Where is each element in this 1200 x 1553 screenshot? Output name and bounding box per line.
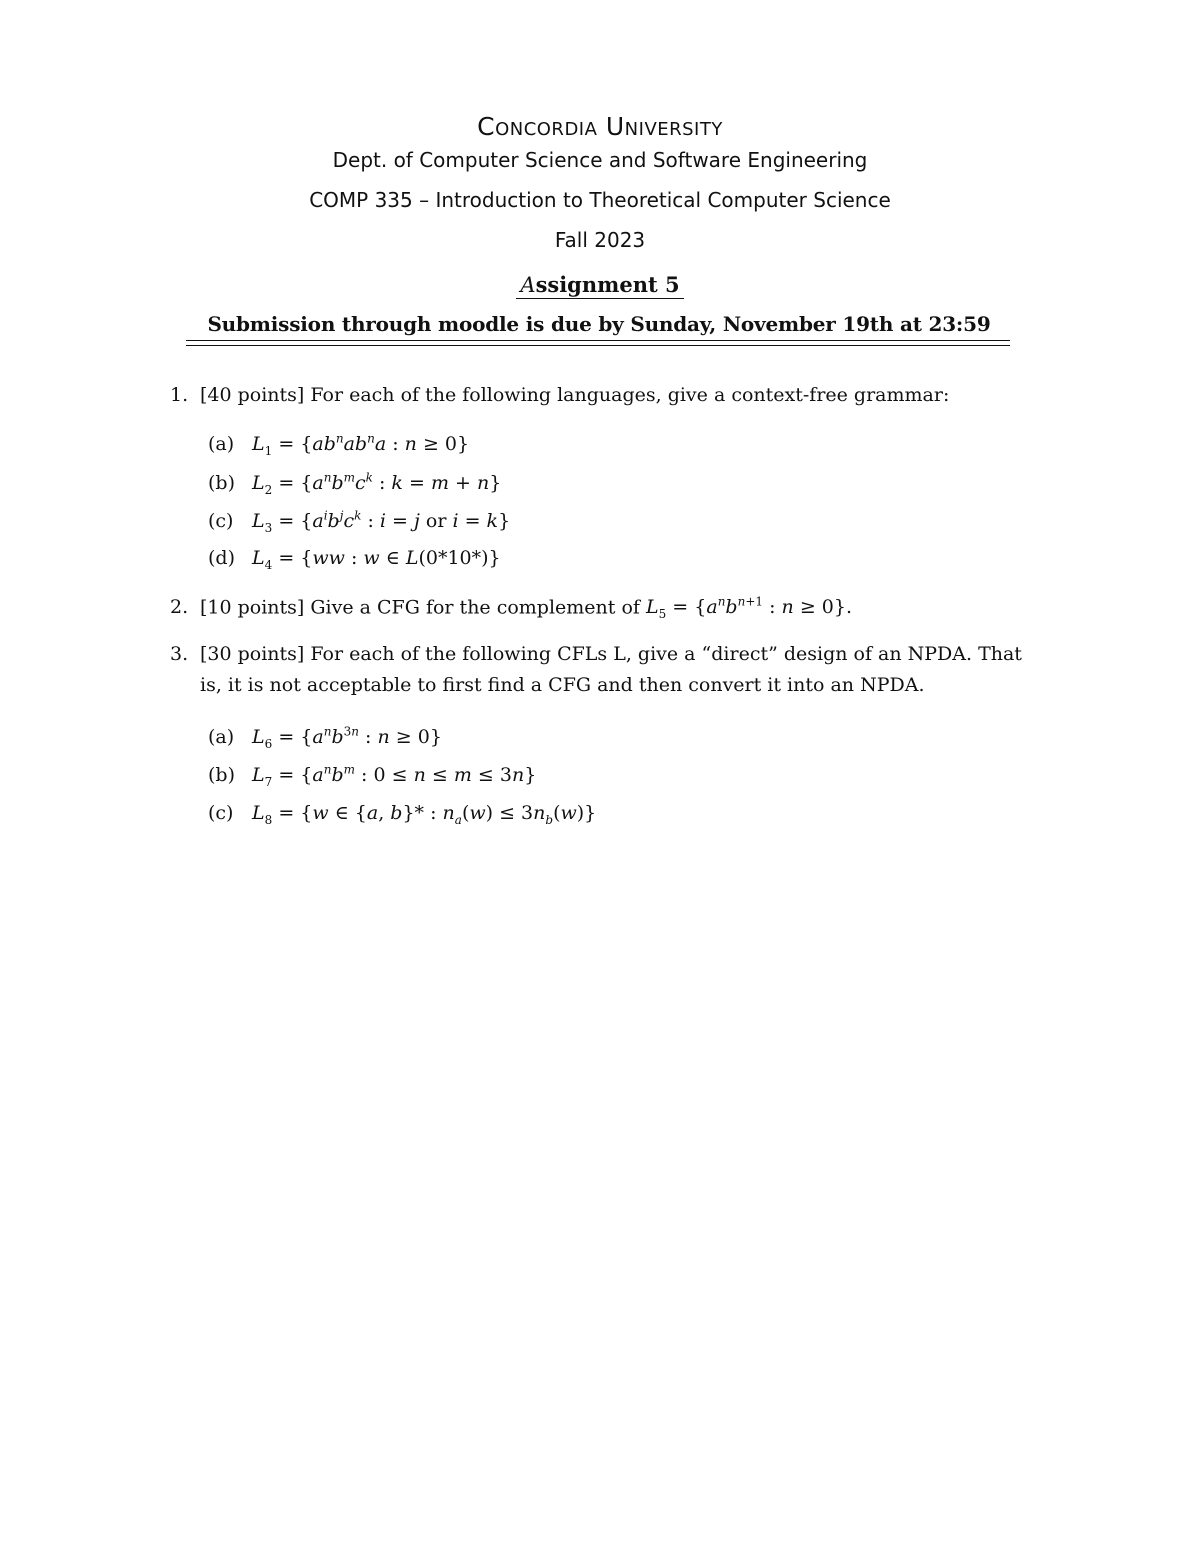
formula-L6: $L_6 = \{a^nb^{3n}$ : n ≥ 0} bbox=[252, 725, 442, 752]
question-1c-label: (c) bbox=[208, 510, 234, 533]
question-3a bbox=[208, 725, 442, 751]
question-3b-label: (b) bbox=[208, 764, 235, 787]
question-1-text: [40 points] For each of the following languages, give a context-free grammar: bbox=[200, 384, 950, 406]
department-name: Dept. of Computer Science and Software Engineering bbox=[332, 148, 868, 172]
formula-L1: $L_1 = \{ab^nab^na$ : n ≥ 0} bbox=[252, 432, 470, 459]
question-3c bbox=[208, 802, 596, 827]
question-1d-label: (d) bbox=[208, 547, 235, 569]
term: Fall 2023 bbox=[554, 228, 646, 252]
question-1-number: 1. bbox=[170, 384, 189, 406]
question-3c-label: (c) bbox=[208, 802, 234, 824]
formula-L4: $L_4 = \{ww$ : w ∈ L(0*10*)} bbox=[252, 547, 501, 572]
question-3a-label: (a) bbox=[208, 726, 235, 749]
double-rule-divider bbox=[186, 340, 1010, 346]
question-3b bbox=[208, 763, 536, 789]
formula-L2: $L_2 = \{a^nb^mc^k$ : k = m + n} bbox=[252, 471, 502, 498]
formula-L5: $L_5 = \{a^nb^{n+1}$ : n ≥ 0}. bbox=[645, 595, 852, 622]
course-title: COMP 335 – Introduction to Theoretical Computer Science bbox=[309, 188, 891, 212]
question-2 bbox=[170, 595, 852, 621]
question-2-text: [10 points] Give a CFG for the complement of bbox=[200, 596, 640, 619]
question-1a bbox=[208, 432, 469, 458]
assignment-title-rest: ssignment 5 bbox=[535, 272, 680, 297]
assignment-title bbox=[0, 272, 1200, 299]
question-3-number: 3. bbox=[170, 643, 189, 665]
university-name: Concordia University bbox=[477, 112, 723, 141]
question-1d bbox=[208, 547, 501, 572]
question-3-continuation: is, it is not acceptable to first find a CFG and then convert it into an NPDA. bbox=[200, 674, 925, 696]
question-1b-label: (b) bbox=[208, 472, 235, 495]
question-1 bbox=[170, 384, 949, 406]
formula-L3: $L_3 = \{a^ib^jc^k$ : i = j or i = k} bbox=[252, 509, 511, 536]
question-1c bbox=[208, 509, 510, 535]
question-1a-label: (a) bbox=[208, 433, 235, 456]
question-3-text-line1: [30 points] For each of the following CFLs L, give a “direct” design of an NPDA. That bbox=[200, 643, 1022, 665]
question-3 bbox=[170, 643, 1022, 665]
formula-L7: $L_7 = \{a^nb^m$ : 0 ≤ n ≤ m ≤ 3n} bbox=[252, 763, 537, 790]
question-1b bbox=[208, 471, 501, 497]
question-2-number: 2. bbox=[170, 596, 189, 619]
assignment-title-initial: A bbox=[520, 273, 536, 297]
formula-L8: $L_8 = \{w$ ∈ {a, b}* : $n_a(w) \le 3n_b(w)$} bbox=[252, 802, 597, 827]
submission-deadline: Submission through moodle is due by Sunday, November 19th at 23:59 bbox=[207, 312, 991, 336]
